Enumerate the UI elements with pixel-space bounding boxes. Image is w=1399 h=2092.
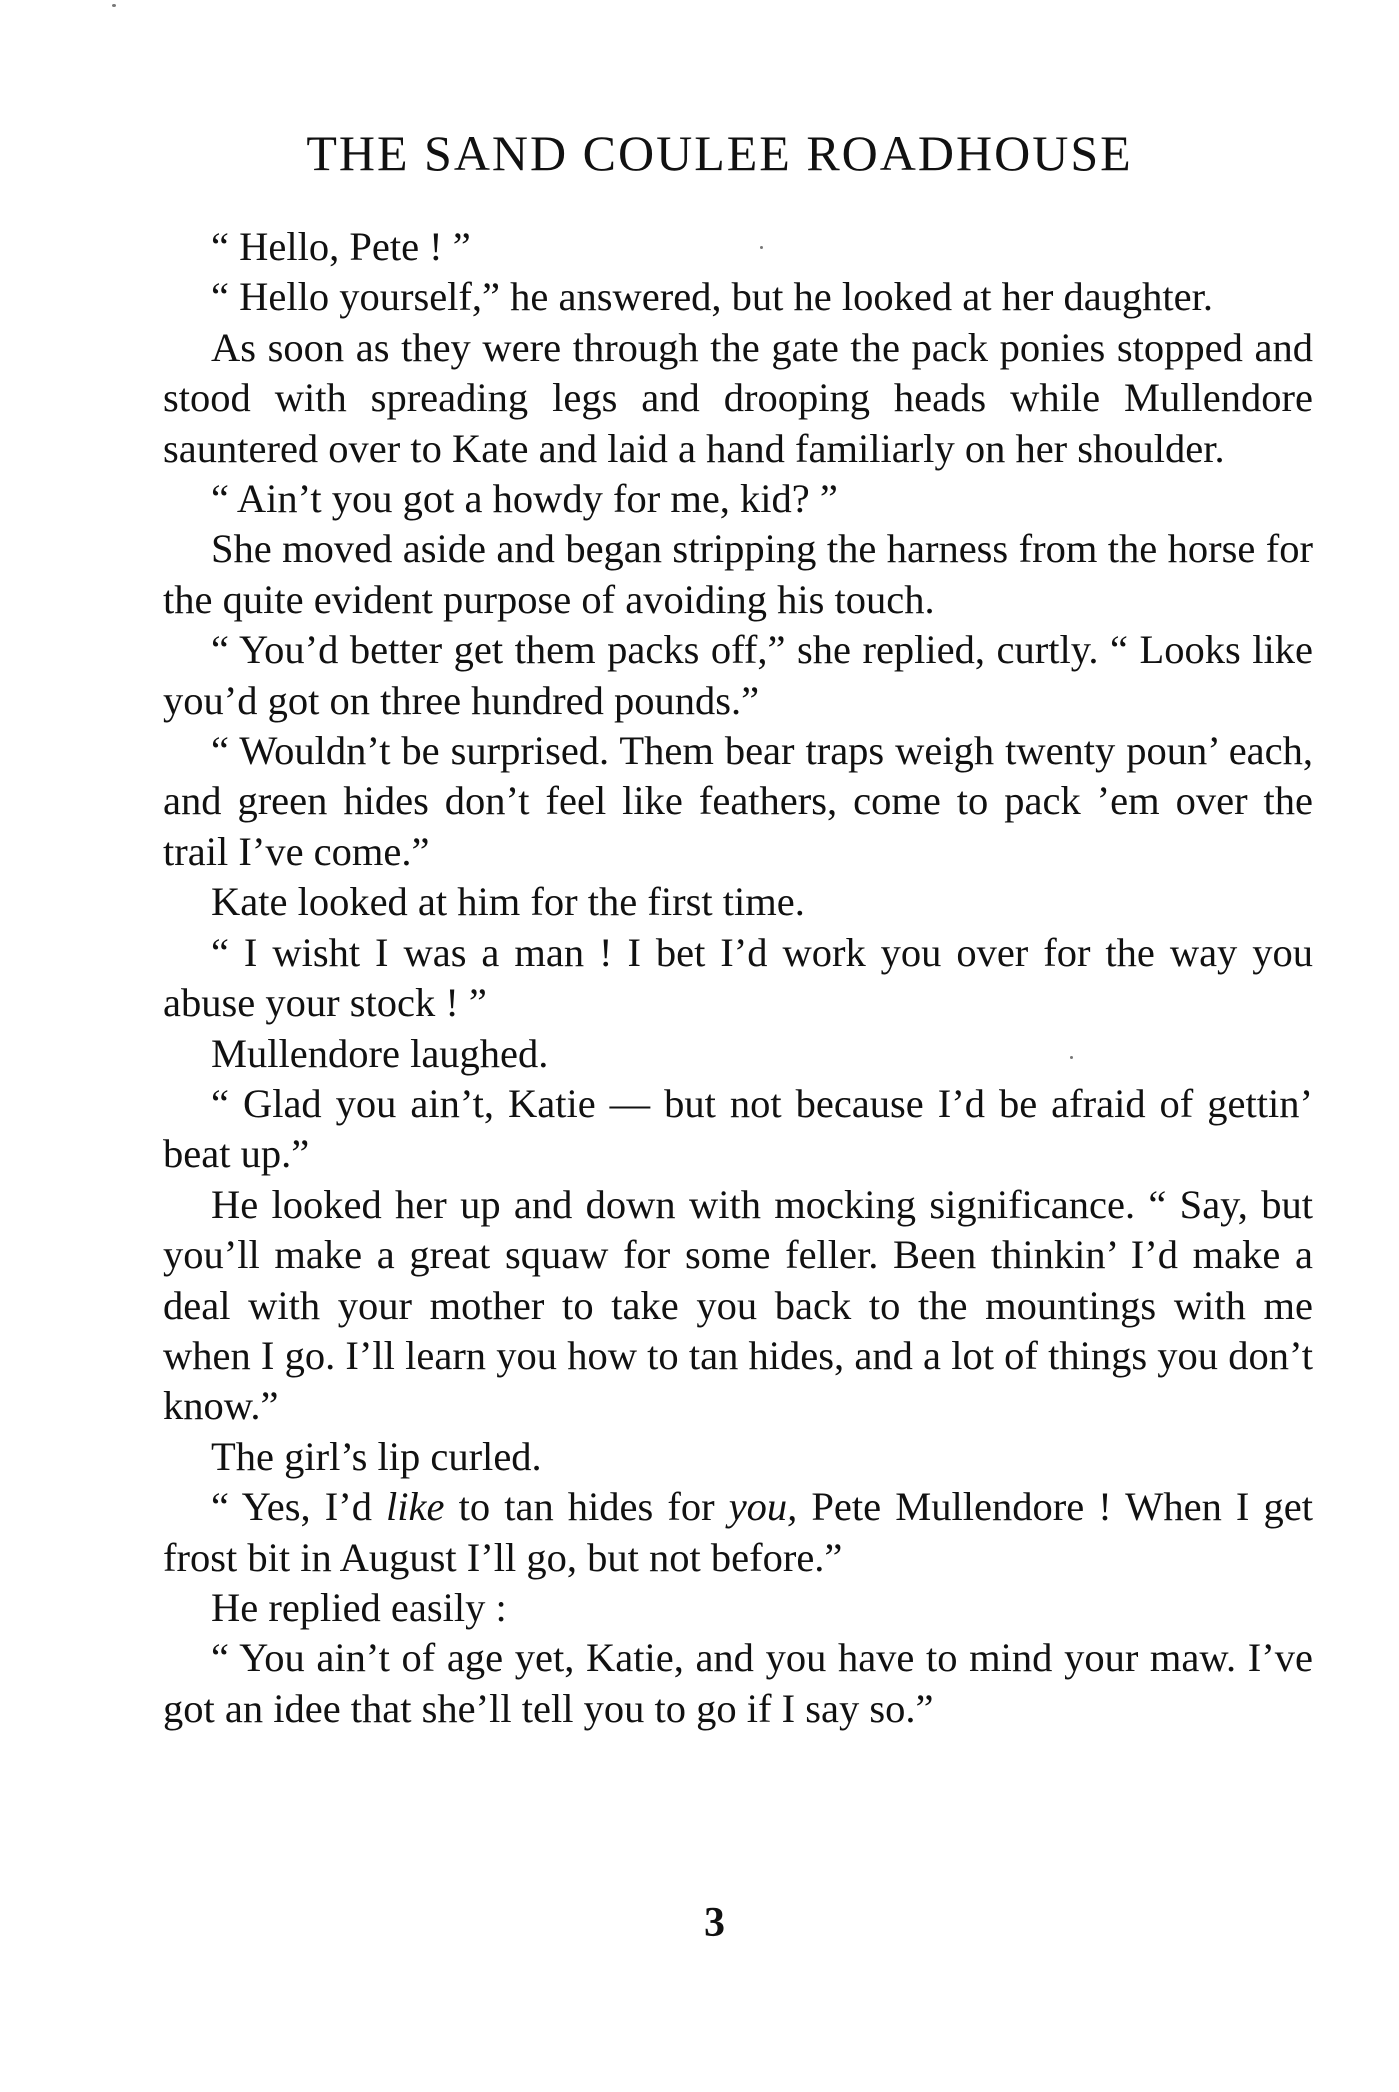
- text-run: “ Hello yourself,” he answered, but he looked at her daughter.: [211, 274, 1214, 320]
- print-speck: [1070, 1056, 1073, 1059]
- paragraph: [163, 1633, 1313, 1734]
- paragraph: [163, 726, 1313, 877]
- paragraph: [163, 877, 1313, 927]
- paragraph: [163, 1079, 1313, 1180]
- text-run: “ I wisht I was a man ! I bet I’d work you over for the way you abuse your stock ! ”: [163, 929, 1313, 1026]
- text-run: He replied easily :: [211, 1584, 507, 1630]
- text-run: to tan hides for: [444, 1484, 729, 1530]
- text-run: She moved aside and began stripping the harness from the horse for the quite evident purpose of avoiding his touch.: [163, 526, 1313, 622]
- text-run: “ You ain’t of age yet, Katie, and you have to mind your maw. I’ve got an idee that she’ll tell you to go if I say so.”: [163, 1635, 1313, 1731]
- paragraph: [163, 524, 1313, 625]
- text-run: As soon as they were through the gate the pack ponies stopped and stood with spreading legs and drooping heads while Mullendore sauntered over to Kate and laid a hand familiarly on her shoulder.: [163, 324, 1313, 471]
- paragraph: [163, 474, 1313, 524]
- text-run: Kate looked at him for the first time.: [211, 879, 805, 925]
- body-text: [163, 222, 1313, 1734]
- paragraph: [163, 323, 1313, 474]
- italic-text: like: [386, 1484, 445, 1530]
- text-run: Pete Mullendore ! When I get frost bit in August I’ll go, but not before.”: [163, 1484, 1313, 1580]
- text-run: “ You’d better get them packs off,” she replied, curtly. “ Looks like you’d got on three hundred pounds.”: [163, 627, 1313, 723]
- running-head: THE SAND COULEE ROADHOUSE: [306, 125, 1133, 181]
- paragraph: [163, 1432, 1313, 1482]
- text-run: He looked her up and down with mocking significance. “ Say, but you’ll make a great squaw for some feller. Been thinkin’ I’d make a deal with your mother to take you back to the mountings with me when I go. I’ll learn you how to tan hides, and a lot of things you don’t know.”: [163, 1181, 1313, 1429]
- print-speck: [760, 246, 763, 249]
- print-speck: [112, 4, 116, 7]
- paragraph: [163, 625, 1313, 726]
- italic-text: you,: [728, 1484, 798, 1530]
- page-number: 3: [704, 1900, 725, 1946]
- paragraph: [163, 1029, 1313, 1079]
- paragraph: [163, 928, 1313, 1029]
- text-run: “ Yes, I’d: [211, 1484, 387, 1530]
- text-run: “ Glad you ain’t, Katie — but not because I’d be afraid of gettin’ beat up.”: [163, 1080, 1313, 1177]
- paragraph: [163, 1180, 1313, 1432]
- paragraph: [163, 1482, 1313, 1583]
- paragraph: [163, 272, 1313, 322]
- text-run: “ Wouldn’t be surprised. Them bear traps weigh twenty poun’ each, and green hides don’t feel like feathers, come to pack ’em over the trail I’ve come.”: [163, 728, 1313, 874]
- text-run: “ Hello, Pete ! ”: [211, 224, 471, 269]
- paragraph: [163, 1583, 1313, 1633]
- text-run: Mullendore laughed.: [211, 1030, 549, 1076]
- paragraph: [163, 222, 1313, 272]
- text-run: “ Ain’t you got a howdy for me, kid? ”: [211, 476, 838, 522]
- text-run: The girl’s lip curled.: [211, 1433, 542, 1479]
